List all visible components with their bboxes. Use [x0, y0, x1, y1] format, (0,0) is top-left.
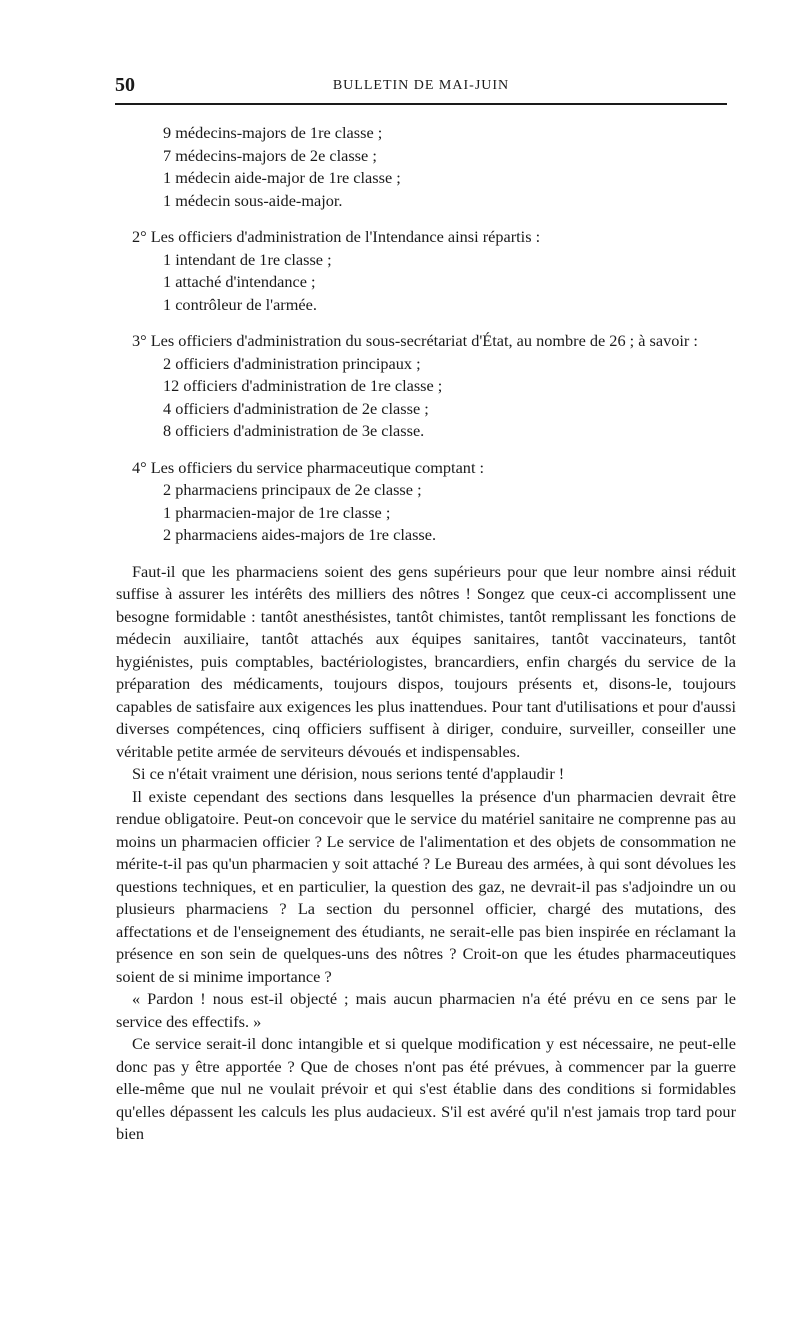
page-header — [115, 70, 727, 100]
list-item: 1 attaché d'intendance ; — [163, 272, 316, 291]
list-item: 2 pharmaciens principaux de 2e classe ; — [163, 480, 422, 499]
paragraph: Si ce n'était vraiment une dérision, nous serions tenté d'applaudir ! — [132, 764, 565, 783]
list-item: 7 médecins-majors de 2e classe ; — [163, 145, 377, 165]
section-2-title: 2° Les officiers d'administration de l'Intendance ainsi répartis : — [132, 227, 541, 246]
list-item: 1 pharmacien-major de 1re classe ; — [163, 502, 391, 522]
list-item: 1 intendant de 1re classe ; — [163, 249, 332, 269]
list-item: 9 médecins-majors de 1re classe ; — [163, 123, 383, 142]
body-text — [116, 122, 736, 1146]
running-title: BULLETIN DE MAI-JUIN — [332, 78, 510, 93]
list-item: 1 contrôleur de l'armée. — [163, 294, 317, 314]
paragraph: « Pardon ! nous est-il objecté ; mais aucun pharmacien n'a été prévu en ce sens par le service des effectifs. » — [116, 989, 736, 1031]
list-item: 8 officiers d'administration de 3e classe. — [163, 421, 425, 440]
list-pharmaceutique — [116, 479, 736, 547]
header-rule — [115, 103, 727, 105]
list-medecins — [116, 122, 736, 212]
section-3-title: 3° Les officiers d'administration du sous-secrétariat d'État, au nombre de 26 ; à savoir : — [132, 331, 698, 350]
list-item: 4 officiers d'administration de 2e classe ; — [163, 398, 429, 418]
paragraph: Il existe cependant des sections dans lesquelles la présence d'un pharmacien devrait être rendue obligatoire. Peut-on concevoir que le service du matériel sanitaire ne comprenne pas au moins un pharmacien officier ? Le service de l'alimentation et des objets de consommation ne mérite-t-il pas qu'un pharmacien y soit attaché ? Le Bureau des armées, à qui sont dévolues les questions techniques, et en particulier, la question des gaz, ne devrait-il pas s'adjoindre un ou plusieurs pharmaciens ? La section du personnel officier, chargé des mutations, des affectations et de l'enseignement des étudiants, ne serait-elle pas bien inspirée en réclamant la présence en son sein de quelques-uns des nôtres ? Croit-on que les études pharmaceutiques soient de si minime importance ? — [116, 786, 736, 986]
section-4-title: 4° Les officiers du service pharmaceutique comptant : — [132, 457, 485, 477]
list-administration — [116, 353, 736, 443]
paragraph: Faut-il que les pharmaciens soient des gens supérieurs pour que leur nombre ainsi réduit suffise à assurer les intérêts des milliers des nôtres ! Songez que ceux-ci accomplissent une besogne formidable : tantôt anesthésistes, tantôt chimistes, tantôt remplissant les fonctions de médecin auxiliaire, tantôt attachés aux équipes sanitaires, tantôt vaccinateurs, tantôt hygiénistes, puis comptables, bactériologistes, brancardiers, enfin chargés du service de la préparation des médicaments, toujours dispos, toujours présents et, disons-le, toujours capables de satisfaire aux exigences les plus inattendues. Pour tant d'utilisations et pour d'aussi diverses compétences, cinq officiers suffisent à diriger, conduire, surveiller, conseiller une véritable petite armée de serviteurs dévoués et indispensables. — [116, 561, 736, 761]
list-item: 12 officiers d'administration de 1re classe ; — [163, 376, 443, 395]
page-number: 50 — [115, 74, 135, 96]
list-item: 1 médecin sous-aide-major. — [163, 190, 343, 210]
list-item: 2 pharmaciens aides-majors de 1re classe. — [163, 525, 437, 544]
list-item: 1 médecin aide-major de 1re classe ; — [163, 168, 401, 187]
list-intendance — [116, 249, 736, 317]
list-item: 2 officiers d'administration principaux ; — [163, 353, 421, 373]
paragraph: Ce service serait-il donc intangible et si quelque modification y est nécessaire, ne peut-elle donc pas y être apportée ? Que de choses n'ont pas été prévues, à commencer par la guerre elle-même que nul ne voulait prévoir et qui s'est établie dans des conditions si formidables qu'elles dépassent les calculs les plus audacieux. S'il est avéré qu'il n'est jamais trop tard pour bien — [116, 1034, 736, 1143]
